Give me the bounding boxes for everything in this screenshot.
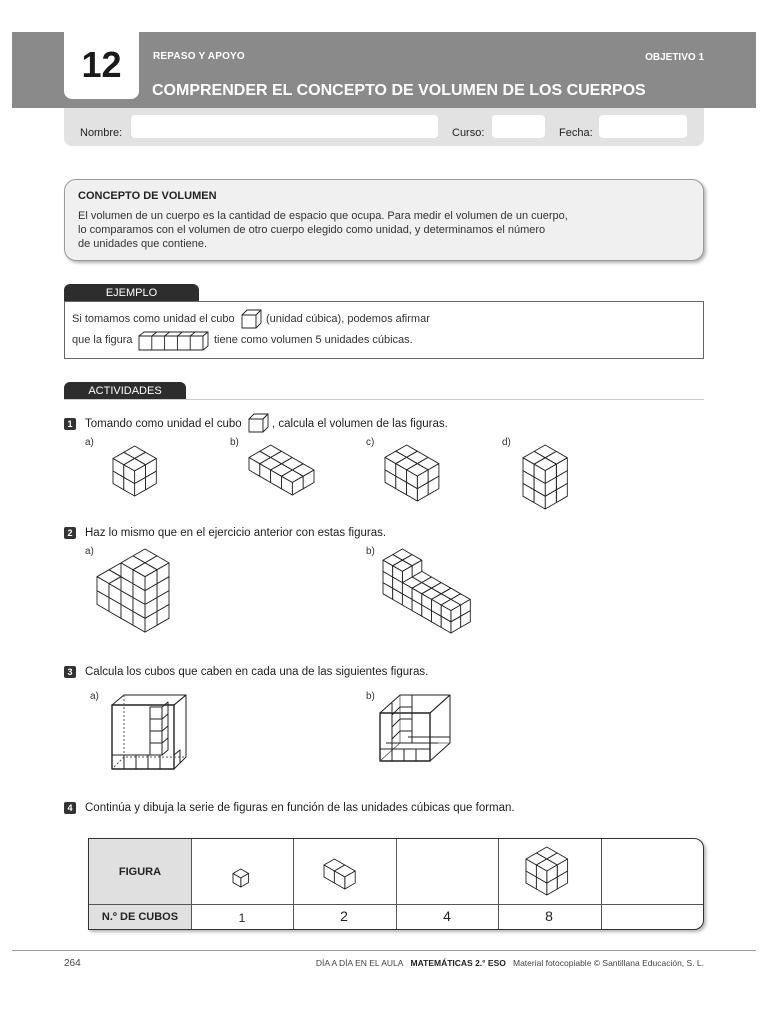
section-label: REPASO Y APOYO: [153, 51, 245, 62]
question-text: Haz lo mismo que en el ejercicio anterior con estas figuras.: [85, 527, 387, 539]
concept-text: [78, 209, 688, 251]
cube-figure-1d: [522, 444, 574, 510]
cube-figure-1a: [112, 445, 166, 497]
footer-divider: [12, 950, 756, 951]
five-cube-row-icon: [138, 331, 210, 351]
table-row-label-figura: FIGURA: [118, 866, 162, 878]
table-divider: [601, 839, 602, 929]
example-text: (unidad cúbica), podemos afirmar: [266, 313, 430, 325]
table-divider: [396, 839, 397, 929]
table-figure-8: [525, 846, 573, 896]
activities-divider: [64, 399, 704, 400]
footer-credits: [316, 958, 704, 968]
question-text: Calcula los cubos que caben en cada una de las siguientes figuras.: [85, 666, 429, 678]
table-figure-2: [323, 858, 361, 890]
concept-line: de unidades que contiene.: [78, 238, 208, 250]
page-number: 264: [64, 958, 81, 969]
figure-label-c: c): [366, 437, 375, 448]
table-count: 2: [340, 908, 348, 924]
example-text: que la figura: [72, 334, 133, 346]
cube-figure-2b: [382, 548, 498, 634]
concept-title: CONCEPTO DE VOLUMEN: [78, 190, 217, 202]
table-divider: [293, 839, 294, 929]
cube-figure-1b: [248, 444, 322, 496]
box-figure-3a: [110, 693, 190, 771]
table-count: 1: [238, 911, 246, 925]
question-text: Continúa y dibuja la serie de figuras en función de las unidades cúbicas que forman.: [85, 802, 515, 814]
table-count: 4: [443, 908, 451, 924]
figure-label-a: a): [85, 437, 94, 448]
box-figure-3b: [378, 693, 454, 763]
example-label: EJEMPLO: [64, 284, 199, 302]
cube-figure-2a: [96, 548, 170, 634]
name-field[interactable]: [131, 115, 438, 138]
question-number-badge: 3: [64, 666, 76, 678]
activities-label: ACTIVIDADES: [64, 382, 186, 400]
question-number-badge: 4: [64, 802, 76, 814]
figure-label-a: a): [85, 546, 94, 557]
date-label: Fecha:: [559, 127, 593, 139]
footer-copyright: Material fotocopiable © Santillana Educación, S. L.: [512, 958, 704, 968]
example-text: tiene como volumen 5 unidades cúbicas.: [214, 334, 413, 346]
footer-series: DÍA A DÍA EN EL AULA: [315, 958, 404, 968]
question-text: Tomando como unidad el cubo: [85, 418, 242, 430]
table-count: 8: [545, 908, 553, 924]
table-divider: [498, 839, 499, 929]
concept-line: El volumen de un cuerpo es la cantidad de espacio que ocupa. Para medir el volumen de un cuerpo,: [78, 210, 568, 222]
table-row-label-cubos: N.º DE CUBOS: [101, 911, 179, 923]
figure-label-a: a): [90, 691, 99, 702]
figure-label-b: b): [366, 546, 375, 557]
unit-cube-icon: [241, 309, 263, 329]
table-divider: [89, 904, 703, 905]
figure-label-b: b): [366, 691, 375, 702]
concept-line: lo comparamos con el volumen de otro cuerpo elegido como unidad, y determinamos el número: [78, 224, 546, 236]
footer-book: MATEMÁTICAS 2.° ESO: [410, 958, 506, 968]
course-label: Curso:: [452, 127, 485, 139]
table-figure-1: [232, 868, 252, 888]
table-divider: [191, 839, 192, 929]
question-number-badge: 1: [64, 418, 76, 430]
name-label: Nombre:: [80, 127, 123, 139]
figure-label-b: b): [230, 437, 239, 448]
page-title: COMPRENDER EL CONCEPTO DE VOLUMEN DE LOS CUERPOS: [152, 82, 646, 99]
unit-number: 12: [81, 44, 122, 85]
objective-label: OBJETIVO 1: [645, 52, 704, 63]
course-field[interactable]: [492, 115, 545, 138]
cube-figure-1c: [384, 444, 446, 502]
question-text: , calcula el volumen de las figuras.: [272, 418, 448, 430]
date-field[interactable]: [599, 115, 687, 138]
unit-cube-icon: [248, 413, 270, 433]
example-text: Si tomamos como unidad el cubo: [72, 313, 235, 325]
figure-label-d: d): [502, 437, 511, 448]
question-number-badge: 2: [64, 527, 76, 539]
